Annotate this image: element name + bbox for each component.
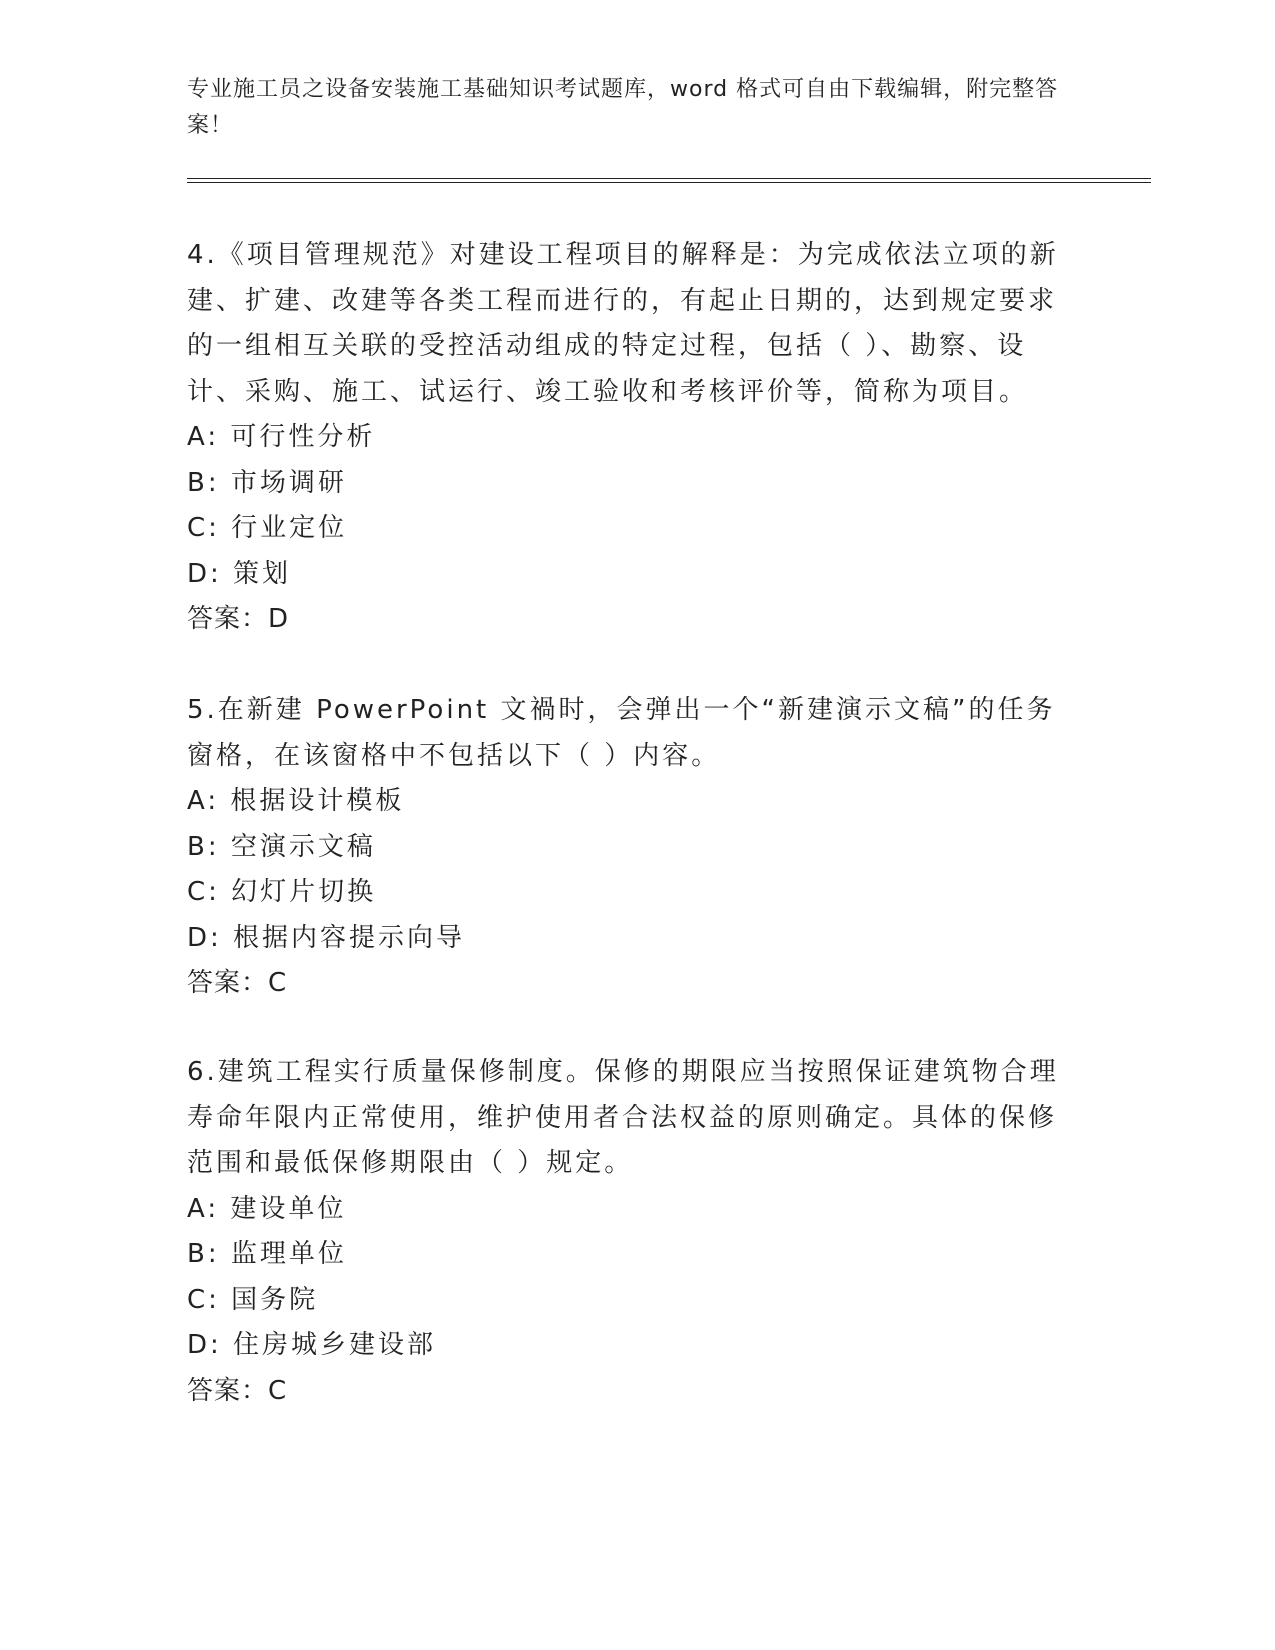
answer-line: 答案：D — [187, 604, 290, 634]
option-c: C: 国务院 — [187, 1284, 319, 1315]
option-b: B: 监理单位 — [187, 1239, 347, 1269]
option-b: B: 空演示文稿 — [187, 831, 376, 862]
option-c: C: 幻灯片切换 — [187, 877, 377, 907]
option-a: A: 建设单位 — [187, 1193, 347, 1224]
option-d: D: 根据内容提示向导 — [187, 922, 466, 953]
question-4 — [187, 233, 1067, 643]
question-5 — [187, 688, 1067, 1007]
question-6 — [187, 1050, 1067, 1414]
option-d: D: 住房城乡建设部 — [187, 1330, 437, 1360]
answer-line: 答案：C — [187, 968, 288, 998]
option-a: A: 根据设计模板 — [187, 786, 405, 816]
option-c: C: 行业定位 — [187, 513, 348, 543]
option-a: A: 可行性分析 — [187, 422, 376, 452]
header-divider-bottom — [187, 182, 1151, 183]
question-stem: 6.建筑工程实行质量保修制度。保修的期限应当按照保证建筑物合理寿命年限内正常使用，维护使用者合法权益的原则确定。具体的保修范围和最低保修期限由（ ）规定。 — [187, 1057, 1059, 1178]
option-b: B: 市场调研 — [187, 467, 347, 498]
header-divider-top — [187, 178, 1151, 179]
answer-line: 答案：C — [187, 1375, 288, 1406]
question-stem: 5.在新建 PowerPoint 文禍时，会弹出一个“新建演示文稿”的任务窗格，在该窗格中不包括以下（ ）内容。 — [187, 695, 1056, 771]
document-header: 专业施工员之设备安装施工基础知识考试题库，word 格式可自由下载编辑，附完整答案！ — [187, 77, 1059, 138]
question-stem: 4.《项目管理规范》对建设工程项目的解释是：为完成依法立项的新建、扩建、改建等各类工程而进行的，有起止日期的，达到规定要求的一组相互关联的受控活动组成的特定过程，包括（ ）、勘察、设计、采购、施工、试运行、竣工验收和考核评价等，简称为项目。 — [187, 240, 1059, 407]
option-d: D: 策划 — [187, 558, 292, 589]
